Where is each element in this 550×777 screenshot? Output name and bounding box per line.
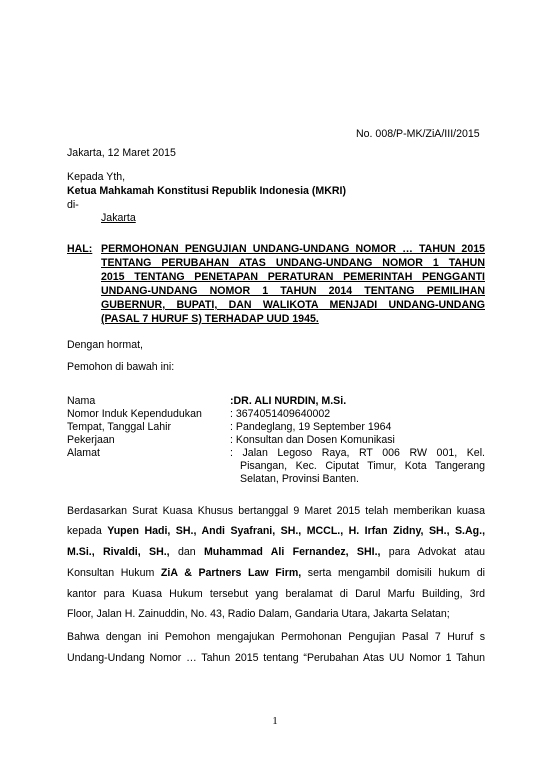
applicant-intro: Pemohon di bawah ini: [67,361,175,373]
field-label: Pekerjaan [67,434,115,446]
subject-line: GUBERNUR, BUPATI, DAN WALIKOTA MENJADI UNDANG-UNDANG [101,299,485,311]
address-continuation: Pisangan, Kec. Ciputat Timur, Kota Tangerang [240,460,485,472]
paragraph-line [67,546,485,558]
place-date: Jakarta, 12 Maret 2015 [67,147,176,159]
text-span: dan [169,546,204,558]
text-span: kepada [67,525,108,537]
page-number: 1 [272,715,278,727]
recipient: Ketua Mahkamah Konstitusi Republik Indonesia (MKRI) [67,185,346,197]
paragraph-line: kantor para Kuasa Hukum tersebut yang beralamat di Darul Marfu Building, 3rd [67,588,485,600]
text-span: serta mengambil domisili hukum di [301,567,485,579]
field-value-occupation: : Konsultan dan Dosen Komunikasi [230,434,395,446]
text-span: Konsultan Hukum [67,567,161,579]
field-value-nik: : 3674051409640002 [230,408,331,420]
field-label: Tempat, Tanggal Lahir [67,421,172,433]
attorney-names: Yupen Hadi, SH., Andi Syafrani, SH., MCCL., H. Irfan Zidny, SH., S.Ag., [107,525,486,537]
salutation: Dengan hormat, [67,339,143,351]
law-firm-name: ZiA & Partners Law Firm, [160,567,302,579]
attorney-names: Muhammad Ali Fernandez, SHI., [203,546,381,558]
subject-line: TENTANG PERUBAHAN ATAS UNDANG-UNDANG NOMOR 1 TAHUN [101,257,485,269]
field-label: Nama [67,395,96,407]
field-label: Alamat [67,447,100,459]
paragraph-line: Berdasarkan Surat Kuasa Khusus bertanggal 9 Maret 2015 telah memberikan kuasa [67,505,485,517]
paragraph-line: Undang-Undang Nomor … Tahun 2015 tentang “Perubahan Atas UU Nomor 1 Tahun [67,652,485,664]
paragraph-line [67,525,485,537]
subject-label: HAL: [67,243,93,255]
paragraph-line [67,567,485,579]
attorney-names: M.Si., Rivaldi, SH., [67,546,170,558]
subject-line: (PASAL 7 HURUF S) TERHADAP UUD 1945. [101,313,319,325]
field-label: Nomor Induk Kependudukan [67,408,202,420]
letter-number: No. 008/P-MK/ZiA/III/2015 [356,128,480,140]
field-value-name: :DR. ALI NURDIN, M.Si. [230,395,347,407]
recipient-city: Jakarta [101,212,136,224]
address-continuation: Selatan, Provinsi Banten. [240,473,359,485]
to-greeting: Kepada Yth, [67,171,126,183]
field-value-address: : Jalan Legoso Raya, RT 006 RW 001, Kel. [230,447,485,459]
paragraph-line: Floor, Jalan H. Zainuddin, No. 43, Radio Dalam, Gandaria Utara, Jakarta Selatan; [67,608,450,620]
field-value-birth: : Pandeglang, 19 September 1964 [230,421,392,433]
subject-line: PERMOHONAN PENGUJIAN UNDANG-UNDANG NOMOR … TAHUN 2015 [101,243,485,255]
recipient-di: di- [67,199,79,211]
paragraph-line: Bahwa dengan ini Pemohon mengajukan Permohonan Pengujian Pasal 7 Huruf s [67,631,485,643]
text-span: para Advokat atau [380,546,485,558]
subject-line: UNDANG-UNDANG NOMOR 1 TAHUN 2014 TENTANG PEMILIHAN [101,285,485,297]
subject-line: 2015 TENTANG PENETAPAN PERATURAN PEMERINTAH PENGGANTI [101,271,485,283]
